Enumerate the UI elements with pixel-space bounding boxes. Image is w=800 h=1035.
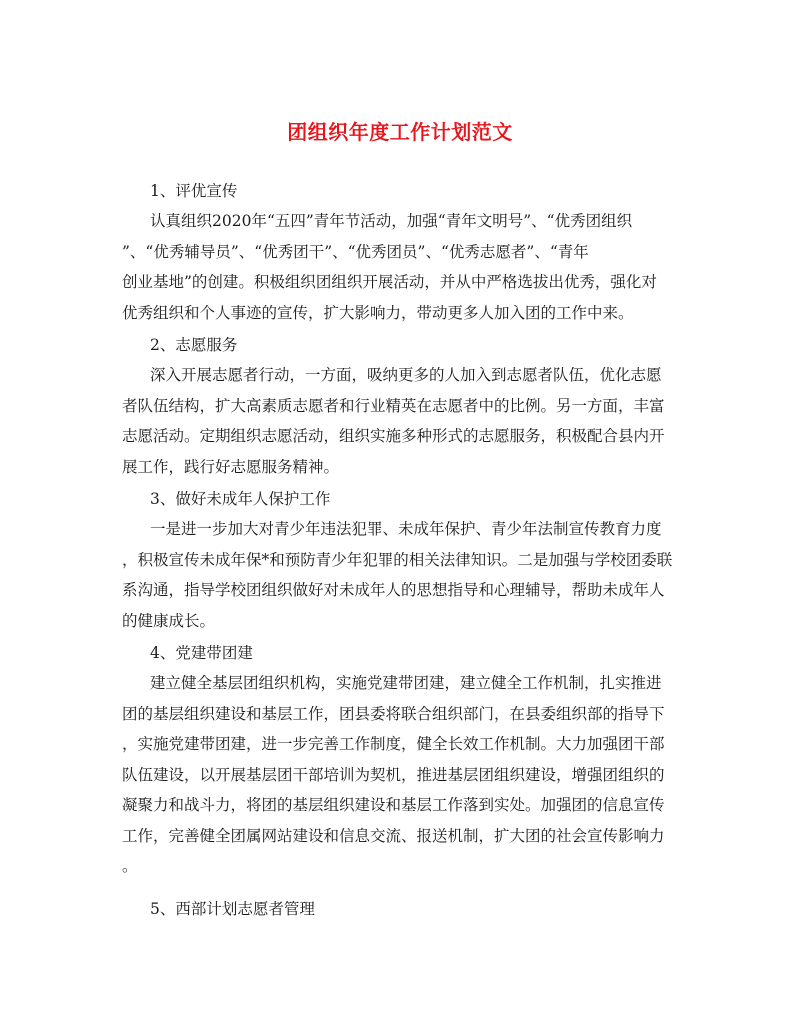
paragraph-line: ，积极宣传未成年保*和预防青少年犯罪的相关法律知识。二是加强与学校团委联	[122, 550, 673, 569]
paragraph-line: 建立健全基层团组织机构，实施党建带团建，建立健全工作机制，扎实推进	[150, 674, 662, 692]
paragraph-line: 团的基层组织建设和基层工作，团县委将联合组织部门，在县委组织部的指导下	[122, 704, 665, 723]
paragraph-line: ”、“优秀辅导员”、“优秀团干”、“优秀团员”、“优秀志愿者”、“青年	[122, 242, 589, 261]
paragraph-line: 队伍建设，以开展基层团干部培训为契机，推进基层团组织建设，增强团组织的	[122, 765, 665, 784]
document-body	[122, 176, 680, 924]
section-paragraph-2	[122, 360, 680, 482]
paragraph-line: 。	[122, 857, 138, 875]
paragraph-line: 系沟通，指导学校团组织做好对未成年人的思想指导和心理辅导，帮助未成年人	[122, 581, 665, 599]
section-paragraph-1	[122, 206, 680, 328]
paragraph-line: 凝聚力和战斗力，将团的基层组织建设和基层工作落到实处。加强团的信息宣传	[122, 796, 665, 814]
paragraph-line: 工作，完善健全团属网站建设和信息交流、报送机制，扩大团的社会宣传影响力	[122, 826, 665, 845]
document-title: 团组织年度工作计划范文	[287, 120, 513, 144]
section-paragraph-4	[122, 668, 680, 882]
paragraph-line: 志愿活动。定期组织志愿活动，组织实施多种形式的志愿服务，积极配合县内开	[122, 427, 665, 445]
section-heading-3: 3、做好未成年人保护工作	[150, 490, 331, 508]
paragraph-line: 优秀组织和个人事迹的宣传，扩大影响力，带动更多人加入团的工作中来。	[122, 303, 634, 322]
paragraph-line: 者队伍结构，扩大高素质志愿者和行业精英在志愿者中的比例。另一方面，丰富	[122, 396, 665, 415]
section-heading-5: 5、西部计划志愿者管理	[150, 899, 315, 918]
paragraph-line: 深入开展志愿者行动，一方面，吸纳更多的人加入到志愿者队伍，优化志愿	[150, 366, 662, 384]
section-heading-4: 4、党建带团建	[150, 644, 253, 662]
paragraph-line: 认真组织2020年“五四”青年节活动，加强“青年文明号”、“优秀团组织	[150, 212, 633, 230]
paragraph-line: 一是进一步加大对青少年违法犯罪、未成年保护、青少年法制宣传教育力度	[150, 520, 662, 538]
section-heading-2: 2、志愿服务	[150, 336, 238, 354]
paragraph-line: ，实施党建带团建，进一步完善工作制度，健全长效工作机制。大力加强团干部	[122, 735, 665, 753]
section-heading-1: 1、评优宣传	[150, 182, 238, 200]
section-paragraph-3	[122, 514, 680, 636]
paragraph-line: 展工作，践行好志愿服务精神。	[122, 457, 340, 476]
paragraph-line: 的健康成长。	[122, 611, 216, 630]
paragraph-line: 创业基地”的创建。积极组织团组织开展活动，并从中严格选拔出优秀，强化对	[122, 273, 657, 291]
